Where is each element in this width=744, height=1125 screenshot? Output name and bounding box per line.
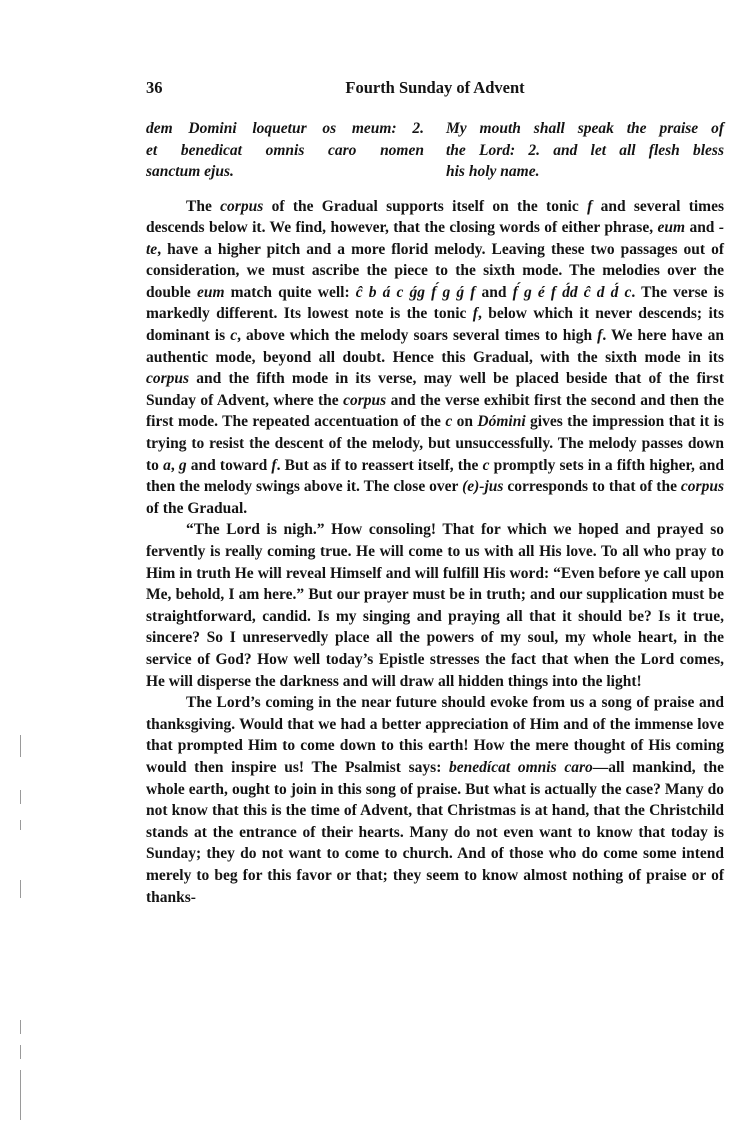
text-run: and [685,219,719,237]
italic-term: corpus [146,370,190,388]
paragraph-gradual-analysis [146,196,724,520]
text-run: The Lord’s coming in the near future should evoke from us a song of praise and thanksgiving. Would that we had a better appreciation of Him and of the immense love that prompted Him to come down to this earth! How the mere thought of His coming would then inspire us! The Psalmist says: [146,694,724,776]
running-head [146,78,724,100]
text-run: , [170,456,179,474]
text-run: and several times descends below it. We find, however, that the closing words of either phrase, [146,197,724,237]
italic-term: -te [146,219,724,258]
text-run: and the fifth mode in its verse, may well be placed beside that of the first Sunday of Advent, where the [146,370,724,409]
text-run: The [186,197,221,215]
italic-term: ĉ b á c ǵg f́ g ǵ f [355,283,476,301]
text-run: —all mankind, the whole earth, ought to join in this song of praise. But what is actually the case? Many do not know that this is the time of Advent, that Christmas is at hand, that the Christchild stands at the entrance of their hearts. Many do not even want to know that today is Sunday; they do not want to come to church. And of those who do come some intend merely to beg for this favor or that; they seem to know almost nothing of praise or of thanks- [146,758,724,906]
italic-term: c [482,456,490,474]
text-run: promptly sets in a fifth higher, and then the melody swings above it. The close over [146,456,724,496]
italic-term: corpus [680,478,724,496]
latin-line: sanctum ejus. [146,163,234,180]
italic-term: f [472,305,478,323]
italic-term: g [178,456,187,474]
italic-term: Dómini [477,413,526,431]
english-column [446,118,724,183]
text-run: on [452,413,478,431]
english-line: the Lord: 2. and let all flesh bless [446,141,724,159]
book-page [146,78,724,908]
italic-term: eum [196,283,225,301]
text-run: and the verse exhibit first the second and then the first mode. The repeated accentuation of the [146,391,724,431]
text-run: “The Lord is nigh.” How consoling! That for which we hoped and prayed so fervently is really coming true. He will come to us with all His love. To all who pray to Him in truth He will reveal Himself and will fulfill His word: “Even before ye call upon Me, behold, I am here.” But our prayer must be in truth; and our supplication must be straightforward, candid. Is my singing and praying all that it should be? Is it true, sincere? So I unreservedly place all the powers of my soul, my whole heart, in the service of God? How well today’s Epistle stresses the fact that when the Lord comes, He will disperse the darkness and will draw all hidden things into the light! [146,521,724,690]
italic-term: a [163,456,171,474]
latin-line: et benedicat omnis caro nomen [146,141,424,159]
text-run: , have a higher pitch and a more florid melody. Leaving these two passages out of consideration, we must ascribe the piece to the sixth mode. The melodies over the double [146,240,724,301]
latin-line: dem Domini loquetur os meum: 2. [146,120,424,137]
text-run: gives the impression that it is trying to resist the descent of the melody, but unsuccessfully. The melody passes down to [146,413,724,474]
commentary [146,196,724,909]
english-line: his holy name. [446,163,540,180]
text-run: of the Gradual supports itself on the tonic [263,197,588,215]
parallel-text [146,118,724,183]
italic-term: eum [657,219,686,237]
italic-term: (e)-jus [462,478,504,496]
text-run: corresponds to that of the [503,478,681,496]
italic-term: benedícat omnis caro [449,758,593,776]
text-run: and [475,283,513,301]
italic-term: f́ g é f d́d ĉ d d́ c [512,283,632,301]
italic-term: f [271,456,277,474]
text-run: . But as if to reassert itself, the [276,456,483,474]
italic-term: corpus [220,197,264,215]
italic-term: c [445,413,453,431]
italic-term: f [587,197,593,215]
text-run: of the Gradual. [146,499,248,517]
paragraph-song-of-praise [146,692,724,908]
italic-term: corpus [343,391,387,409]
italic-term: f [597,327,603,345]
text-run: match quite well: [224,283,356,301]
text-run: and toward [186,456,272,474]
text-run: . The verse is markedly different. Its lowest note is the tonic [146,283,724,323]
text-run: . We here have an authentic mode, beyond all doubt. Hence this Gradual, with the sixth mode in its [146,327,724,366]
latin-column [146,118,424,183]
english-line: My mouth shall speak the praise of [446,120,724,137]
chapter-title: Fourth Sunday of Advent [345,78,525,97]
paragraph-lord-is-nigh [146,519,724,692]
text-run: , above which the melody soars several times to high [237,327,598,345]
text-run: , below which it never descends; its dominant is [146,305,724,345]
italic-term: c [230,327,238,345]
page-number: 36 [146,78,163,97]
